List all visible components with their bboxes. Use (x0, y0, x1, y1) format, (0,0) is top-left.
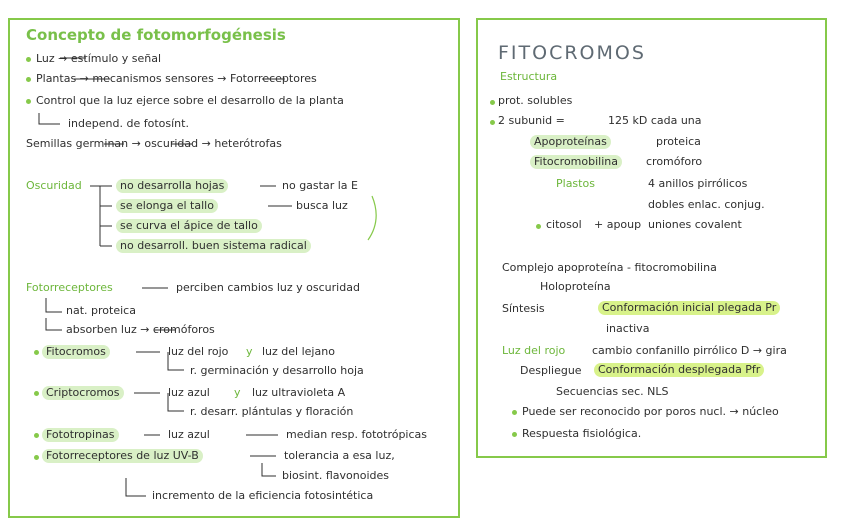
uniones: uniones covalent (648, 218, 742, 231)
kd-each: 125 kD cada una (608, 114, 702, 127)
citosol: citosol (546, 218, 582, 231)
cripto-respuesta: r. desarr. plántulas y floración (190, 405, 354, 418)
fito-respuesta: r. germinación y desarrollo hoja (190, 364, 364, 377)
conf-desplegada: Conformación desplegada Pfr (594, 363, 764, 377)
anillo-gira: anillo pirrólico D → gira (660, 344, 787, 357)
criptocromos-label: Criptocromos (42, 386, 124, 400)
uvb-label: Fotorreceptores de luz UV-B (42, 449, 203, 463)
uvb-eficiencia: incremento de la eficiencia fotosintética (152, 489, 374, 502)
bullet-icon (34, 391, 39, 396)
plastos: Plastos (556, 177, 595, 190)
bullet-icon (536, 224, 541, 229)
reconocido: Puede ser reconocido por poros nucl. → núcleo (522, 405, 779, 418)
estructura-subtitle: Estructura (500, 70, 558, 83)
holoproteina: Holoproteína (540, 280, 611, 293)
uvb-tolerancia: tolerancia a esa luz, (284, 449, 395, 462)
fito-note: cromóforo (646, 155, 703, 168)
bullet-icon (26, 99, 31, 104)
osc-item-2: se elonga el tallo (116, 199, 218, 213)
despliegue: Despliegue (520, 364, 582, 377)
foto-respuesta: median resp. fototrópicas (286, 428, 428, 441)
left-title: Concepto de fotomorfogénesis (26, 26, 286, 44)
inactiva: inactiva (606, 322, 650, 335)
fito-lejano: luz del lejano (262, 345, 335, 358)
subunid: 2 subunid = (498, 114, 565, 127)
absorben-line: absorben luz → cromóforos (66, 323, 215, 336)
fototropinas-label: Fototropinas (42, 428, 119, 442)
apoproteinas: Apoproteínas (530, 135, 611, 149)
busca-luz-note: busca luz (296, 199, 348, 212)
cripto-uva: luz ultravioleta A (252, 386, 346, 399)
osc-item-3: se curva el ápice de tallo (116, 219, 262, 233)
no-gastar-note: no gastar la E (282, 179, 358, 192)
respuesta: Respuesta fisiológica. (522, 427, 642, 440)
bullet-icon (34, 350, 39, 355)
control-line: Control que la luz ejerce sobre el desarrollo de la planta (36, 94, 344, 107)
perciben-line: perciben cambios luz y oscuridad (176, 281, 360, 294)
dobles: dobles enlac. conjug. (648, 198, 765, 211)
foto-azul: luz azul (168, 428, 210, 441)
bullet-icon (34, 455, 39, 460)
bullet-icon (512, 432, 517, 437)
luz-rojo: Luz del rojo (502, 344, 566, 357)
conf-inicial: Conformación inicial plegada Pr (598, 301, 780, 315)
fitocromos-label: Fitocromos (42, 345, 110, 359)
osc-item-4: no desarroll. buen sistema radical (116, 239, 311, 253)
apo-note: proteica (656, 135, 701, 148)
luz-line: Luz → estímulo y señal (36, 52, 162, 65)
independ-line: independ. de fotosínt. (68, 117, 189, 130)
anillos: 4 anillos pirrólicos (648, 177, 748, 190)
uvb-flavonoides: biosint. flavonoides (282, 469, 389, 482)
bullet-icon (34, 433, 39, 438)
cripto-azul: luz azul (168, 386, 210, 399)
bullet-icon (512, 410, 517, 415)
bullet-icon (490, 100, 495, 105)
right-title: FITOCROMOS (498, 42, 646, 64)
osc-item-1: no desarrolla hojas (116, 179, 228, 193)
cripto-y: y (234, 386, 241, 399)
prot-solubles: prot. solubles (498, 94, 573, 107)
fitocromobilina: Fitocromobilina (530, 155, 622, 169)
semillas-line: Semillas germinan → oscuridad → heterótrofas (26, 137, 282, 150)
oscuridad-label: Oscuridad (26, 179, 82, 192)
bullet-icon (26, 57, 31, 62)
plantas-line: Plantas → mecanismos sensores → Fotorreceptores (36, 72, 317, 85)
cambio-conf: cambio conf. (592, 344, 663, 357)
fotorreceptores-label: Fotorreceptores (26, 281, 113, 294)
apoup: + apoup (594, 218, 642, 231)
sintesis: Síntesis (502, 302, 545, 315)
secuencias: Secuencias sec. NLS (556, 385, 669, 398)
fito-y: y (246, 345, 253, 358)
fito-rojo: luz del rojo (168, 345, 229, 358)
complejo: Complejo apoproteína - fitocromobilina (502, 261, 717, 274)
bullet-icon (490, 120, 495, 125)
bullet-icon (26, 77, 31, 82)
nat-proteica-line: nat. proteica (66, 304, 136, 317)
